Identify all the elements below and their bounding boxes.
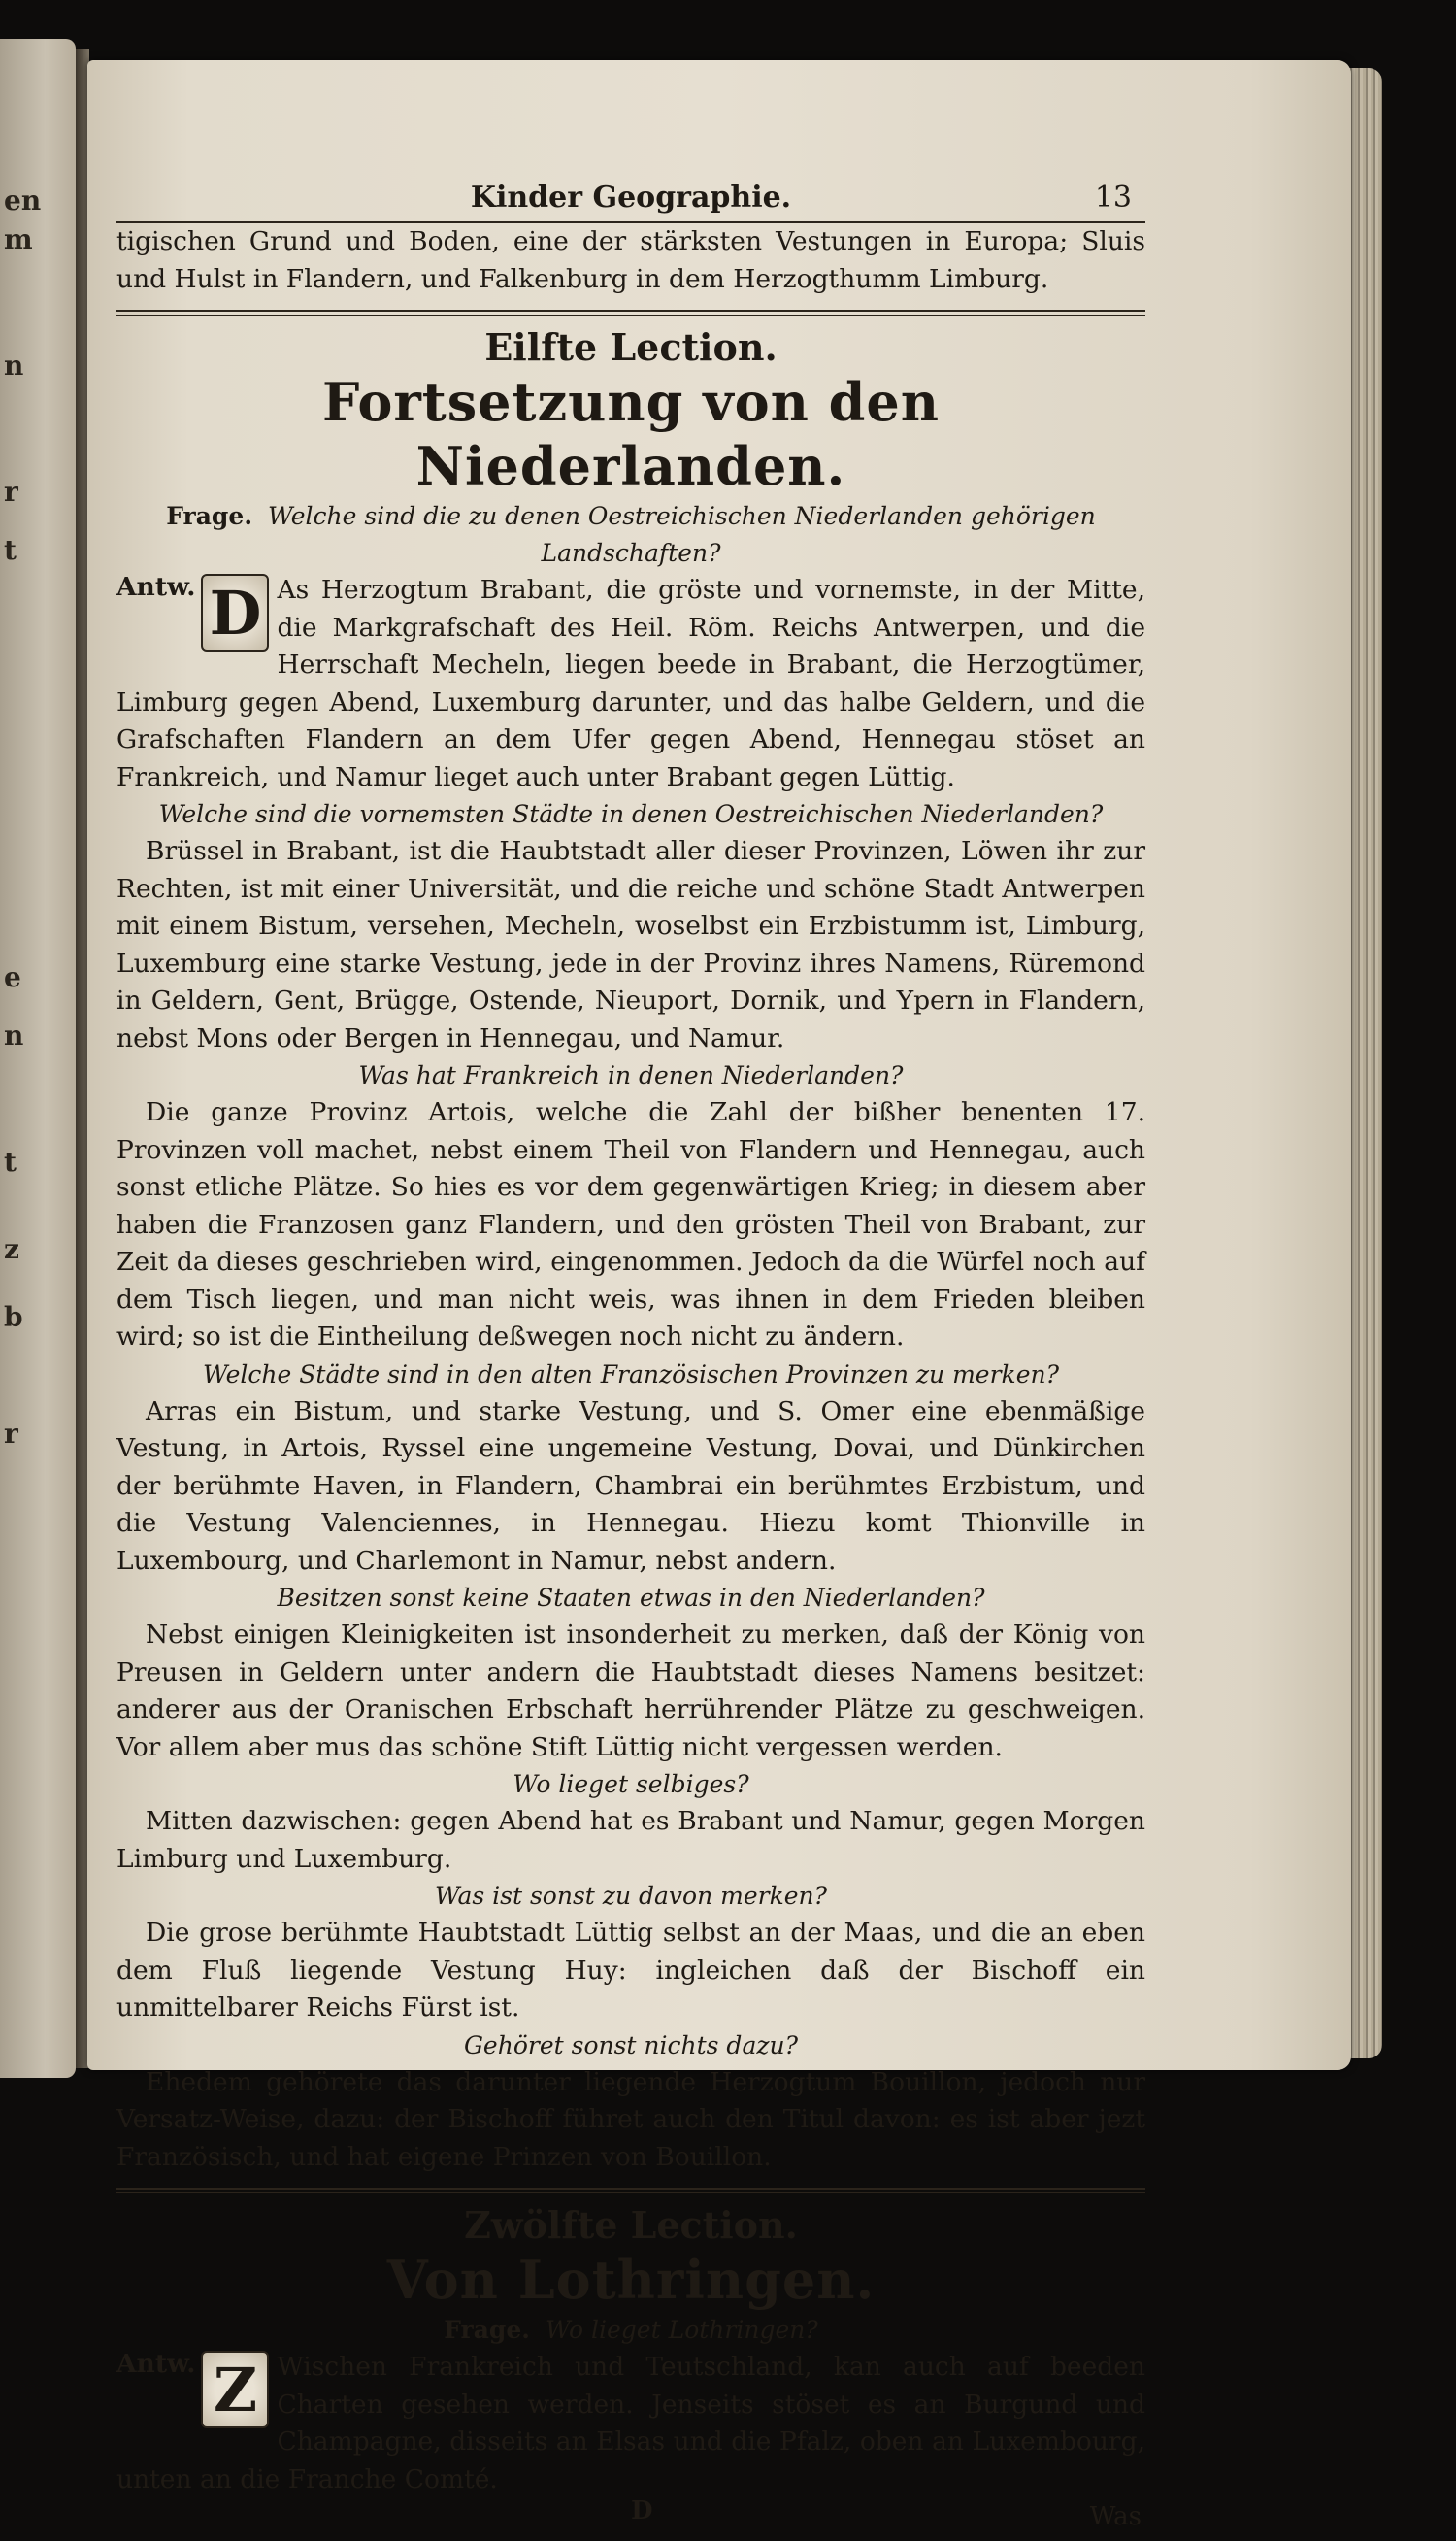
running-head-title: Kinder Geographie. <box>470 181 792 215</box>
lesson-title: Eilfte Lection. <box>484 325 778 369</box>
answer-text: Brüssel in Brabant, ist die Haubtstadt aller dieser Provinzen, Löwen ihr zur Rechten, ist mit einer Universität, und die reiche und schöne Stadt Antwerpen mit einem Bistum, versehen, Mecheln, woselbst ein Erzbistumm ist, Limburg, Luxemburg eine starke Vestung, jede in der Provinz ihres Namens, Rüremond in Geldern, Gent, Brügge, Ostende, Nieuport, Dornik, und Ypern in Flandern, nebst Mons oder Bergen in Hennegau, und Namur. <box>116 836 1145 1053</box>
question: Was hat Frankreich in denen Niederlanden? <box>358 1061 904 1089</box>
decorated-initial: Z <box>201 2351 269 2428</box>
answer-text: Die grose berühmte Haubtstadt Lüttig selbst an der Maas, und die an eben dem Fluß liegende Vestung Huy: ingleichen daß der Bischoff ein unmittelbarer Reichs Fürst ist. <box>116 1918 1145 2023</box>
answer-text: Nebst einigen Kleinigkeiten ist insonderheit zu merken, daß der König von Preusen in Geldern unter andern die Haubtstadt dieses Namens besitzet: anderer aus der Oranischen Erbschaft herrührender Plätze zu geschweigen. Vor allem aber mus das schöne Stift Lüttig nicht vergessen werden. <box>116 1620 1145 1762</box>
answer <box>116 2349 1145 2498</box>
answer-text: Wischen Frankreich und Teutschland, kan auch auf beeden Charten gesehen werden. Jenseits stöset es an Burgund und Champagne, disseits an Elsas und die Pfalz, oben an Luxembourg, unten an die Franche Comté. <box>116 2352 1145 2494</box>
signature-mark: D <box>631 2496 653 2525</box>
question-label: Frage. <box>444 2316 531 2344</box>
question-text: Welche sind die zu denen Oestreichischen Niederlanden gehörigen Landschaften? <box>268 502 1096 567</box>
running-head <box>116 175 1145 223</box>
left-page-fragment: z <box>4 1233 19 1265</box>
question: Besitzen sonst keine Staaten etwas in den Niederlanden? <box>277 1584 985 1612</box>
page-footer <box>116 2496 1145 2541</box>
answer-label: Antw. <box>116 2349 196 2379</box>
left-page-fragment: r <box>4 1418 18 1450</box>
previous-page-edge <box>0 39 76 2078</box>
lesson-11 <box>116 325 1145 2176</box>
left-page-fragment: b <box>4 1301 23 1333</box>
question-label: Frage. <box>166 502 253 530</box>
answer-text: As Herzogtum Brabant, die gröste und vornemste, in der Mitte, die Markgrafschaft des Heil. Röm. Reichs Antwerpen, und die Herrschaft Mecheln, liegen beede in Brabant, die Herzogtümer, Limburg gegen Abend, Luxemburg darunter, und das halbe Geldern, und die Grafschaften Flandern an dem Ufer gegen Abend, Hennegau stöset an Frankreich, und Namur lieget auch unter Brabant gegen Lüttig. <box>116 575 1145 792</box>
lesson-title: Zwölfte Lection. <box>464 2203 798 2247</box>
question: Welche Städte sind in den alten Französischen Provinzen zu merken? <box>202 1359 1060 1388</box>
left-page-fragment: n <box>4 1020 24 1052</box>
carryover-paragraph: tigischen Grund und Boden, eine der stärksten Vestungen in Europa; Sluis und Hulst in Flandern, und Falkenburg in dem Herzogthumm Limburg. <box>116 226 1145 294</box>
lesson-heading: Von Lothringen. <box>386 2249 876 2311</box>
left-page-fragment: n <box>4 350 24 382</box>
catchword: Was <box>1089 2502 1142 2531</box>
lesson-heading: Fortsetzung von den Niederlanden. <box>321 371 941 497</box>
answer-text: Mitten dazwischen: gegen Abend hat es Brabant und Namur, gegen Morgen Limburg und Luxemburg. <box>116 1806 1145 1874</box>
answer-lead <box>116 572 277 652</box>
page-number: 13 <box>1094 181 1132 215</box>
section-divider <box>116 310 1145 312</box>
left-page-fragment: en <box>4 184 42 217</box>
left-page-fragment: t <box>4 534 17 566</box>
left-page-fragment: t <box>4 1146 17 1178</box>
answer-text: Arras ein Bistum, und starke Vestung, und S. Omer eine ebenmäßige Vestung, in Artois, Ryssel eine ungemeine Vestung, Dovai, und Dünkirchen der berühmte Haven, in Flandern, Chambrai ein berühmtes Erzbistum, und die Vestung Valenciennes, in Hennegau. Hiezu komt Thionville in Luxembourg, und Charlemont in Namur, nebst andern. <box>116 1395 1145 1576</box>
answer <box>116 572 1145 796</box>
question: Gehöret sonst nichts dazu? <box>463 2030 799 2059</box>
left-page-fragment: m <box>4 223 33 255</box>
answer-text: Ehedem gehörete das darunter liegende Herzogtum Bouillon, jedoch nur Versatz-Weise, dazu: der Bischoff führet auch den Titul davon: es ist aber jezt Französisch, und hat eigene Prinzen von Bouillon. <box>116 2066 1145 2172</box>
question-text: Wo lieget Lothringen? <box>546 2316 818 2344</box>
left-page-fragment: e <box>4 961 21 993</box>
question: Wo lieget selbiges? <box>513 1770 749 1798</box>
answer-label: Antw. <box>116 572 196 602</box>
question <box>116 2312 1145 2349</box>
answer-lead <box>116 2349 277 2428</box>
answer-text: Die ganze Provinz Artois, welche die Zahl der bißher benenten 17. Provinzen voll machet, nebst einem Theil von Flandern und Hennegau, auch sonst etliche Plätze. So hies es vor dem gegenwärtigen Krieg; in diesem aber haben die Franzosen ganz Flandern, und den grösten Theil von Brabant, zur Zeit da dieses geschrieben wird, eingenommen. Jedoch da die Würfel noch auf dem Tisch liegen, und man nicht weis, was ihnen in dem Frieden bleiben wird; so ist die Eintheilung deßwegen noch nicht zu ändern. <box>116 1097 1145 1352</box>
question: Welche sind die vornemsten Städte in denen Oestreichischen Niederlanden? <box>158 800 1104 828</box>
question <box>116 498 1145 572</box>
left-page-fragment: r <box>4 476 18 508</box>
decorated-initial: D <box>201 574 269 652</box>
question: Was ist sonst zu davon merken? <box>434 1882 828 1910</box>
lesson-12 <box>116 2203 1145 2498</box>
section-divider <box>116 2188 1145 2190</box>
page-content <box>116 117 1145 2541</box>
